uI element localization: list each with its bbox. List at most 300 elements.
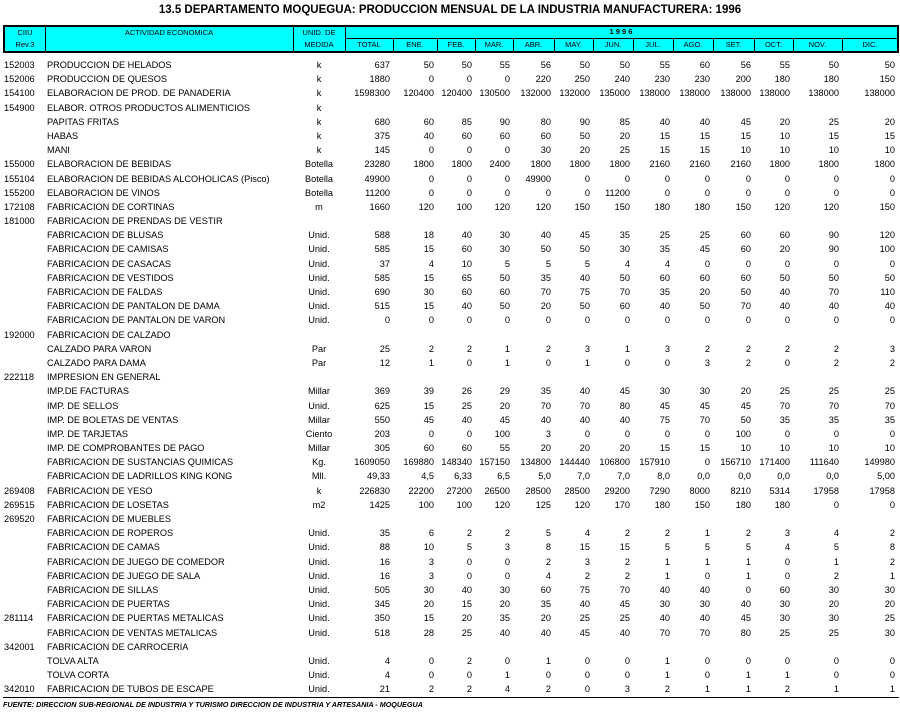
page-title: 13.5 DEPARTAMENTO MOQUEGUA: PRODUCCION MENSUAL DE LA INDUSTRIA MANUFACTURERA: 1996 <box>158 4 742 16</box>
header-ciiu-rev: Rev.3 <box>15 40 35 49</box>
value-oct: 60 <box>779 584 790 595</box>
value-may: 28500 <box>564 485 590 496</box>
value-jul: 40 <box>659 116 670 127</box>
ciiu-code: 281114 <box>4 613 34 624</box>
value-total: 505 <box>374 584 390 595</box>
header-col-ene: ENE. <box>406 40 424 49</box>
unit-of-measure: Millar <box>308 414 330 425</box>
value-abr: 28500 <box>525 485 551 496</box>
value-feb: 0 <box>466 173 472 184</box>
value-set: 138000 <box>720 88 751 99</box>
value-ago: 45 <box>699 244 710 255</box>
value-jun: 70 <box>619 287 630 297</box>
value-may: 0 <box>584 173 590 184</box>
unit-of-measure: Par <box>311 357 327 368</box>
value-ago: 70 <box>699 627 710 638</box>
value-total: 1425 <box>369 499 390 510</box>
value-ago: 15 <box>699 130 710 141</box>
value-dic: 10 <box>884 443 895 454</box>
value-jul: 60 <box>659 272 670 283</box>
value-total: 680 <box>374 116 390 127</box>
value-mar: 130500 <box>479 88 510 99</box>
value-jul: 2160 <box>649 159 670 170</box>
value-feb: 25 <box>461 400 472 411</box>
value-set: 0 <box>745 258 751 269</box>
value-mar: 3 <box>504 542 510 553</box>
value-dic: 138000 <box>864 88 895 99</box>
value-set: 1 <box>745 570 751 581</box>
value-jun: 1800 <box>609 159 630 170</box>
value-set: 10 <box>740 443 751 454</box>
value-ene: 60 <box>423 443 434 454</box>
table-header <box>3 25 899 53</box>
value-feb: 0 <box>466 570 472 581</box>
value-jun: 3 <box>624 684 630 695</box>
unit-of-measure: Unid. <box>308 655 330 666</box>
value-abr: 40 <box>540 627 551 638</box>
value-mar: 120 <box>494 499 510 510</box>
value-set: 5 <box>745 542 751 553</box>
value-abr: 20 <box>540 443 551 454</box>
value-feb: 2 <box>466 684 472 695</box>
value-oct: 180 <box>774 499 790 510</box>
value-feb: 0 <box>466 145 472 156</box>
value-ene: 15 <box>423 301 434 312</box>
value-ago: 2 <box>704 343 710 354</box>
value-ene: 30 <box>423 584 434 595</box>
activity-name: FABRICACION DE SUSTANCIAS QUIMICAS <box>47 457 234 468</box>
value-abr: 2 <box>545 556 551 567</box>
value-ago: 25 <box>699 230 710 241</box>
value-nov: 111640 <box>809 457 839 468</box>
unit-of-measure: k <box>316 74 322 85</box>
value-ene: 10 <box>423 542 434 553</box>
value-abr: 0 <box>545 357 551 368</box>
table-row <box>0 172 900 186</box>
value-total: 1598300 <box>354 88 390 99</box>
value-dic: 25 <box>884 613 895 624</box>
table-row <box>0 555 900 569</box>
value-dic: 150 <box>879 74 895 85</box>
table-row <box>0 242 900 256</box>
value-abr: 4 <box>545 570 551 581</box>
value-ago: 50 <box>699 301 710 312</box>
table-row <box>0 356 900 370</box>
value-jul: 1 <box>664 670 670 681</box>
value-ene: 0 <box>428 670 434 681</box>
table-row <box>0 526 900 540</box>
value-ago: 1 <box>704 556 710 567</box>
value-oct: 25 <box>779 627 790 638</box>
value-oct: 120 <box>774 201 790 212</box>
value-set: 56 <box>740 60 751 70</box>
unit-of-measure: m2 <box>312 499 326 510</box>
activity-name: FABRICACION DE CASACAS <box>47 258 172 269</box>
value-ago: 230 <box>694 74 710 85</box>
value-jul: 15 <box>659 145 670 156</box>
value-jun: 15 <box>619 542 630 553</box>
value-may: 0 <box>584 315 590 326</box>
ciiu-code: 154100 <box>4 88 35 99</box>
value-oct: 10 <box>779 443 790 454</box>
value-jun: 20 <box>619 130 630 141</box>
table-row <box>0 72 900 86</box>
value-ene: 120400 <box>403 88 434 99</box>
value-mar: 30 <box>499 244 510 255</box>
unit-of-measure: Unid. <box>308 528 330 539</box>
value-mar: 0 <box>504 173 510 184</box>
unit-of-measure: Unid. <box>308 230 330 241</box>
activity-name: ELABORACION DE BEBIDAS <box>47 159 172 170</box>
value-nov: 50 <box>828 60 839 70</box>
value-mar: 0 <box>504 556 510 567</box>
value-ene: 45 <box>423 414 434 425</box>
value-jul: 7290 <box>649 485 670 496</box>
unit-of-measure: Unid. <box>308 315 330 326</box>
table-row <box>0 186 900 200</box>
value-mar: 4 <box>504 684 510 695</box>
unit-of-measure: Unid. <box>308 244 330 255</box>
value-nov: 15 <box>828 130 839 141</box>
value-total: 203 <box>374 428 390 439</box>
value-total: 345 <box>374 599 390 610</box>
value-set: 60 <box>740 272 751 283</box>
activity-name: PRODUCCION DE QUESOS <box>47 74 167 85</box>
value-total: 49,33 <box>367 471 390 482</box>
ciiu-code: 192000 <box>4 329 35 340</box>
value-oct: 0 <box>784 258 790 269</box>
table-row <box>0 228 900 242</box>
value-ene: 22200 <box>408 485 434 496</box>
activity-name: FABRICACION DE PANTALON DE VARON <box>47 315 226 326</box>
value-dic: 1 <box>889 684 895 695</box>
value-may: 90 <box>579 116 590 127</box>
table-row <box>0 384 900 398</box>
value-jul: 40 <box>659 584 670 595</box>
value-jul: 0 <box>664 187 670 198</box>
unit-of-measure: Unid. <box>308 584 330 595</box>
value-ago: 2160 <box>689 159 710 170</box>
value-jul: 2 <box>664 528 670 539</box>
value-feb: 65 <box>461 272 472 283</box>
value-abr: 40 <box>540 230 551 241</box>
value-jul: 5 <box>664 542 670 553</box>
unit-of-measure: Millar <box>308 386 330 397</box>
value-nov: 138000 <box>808 88 839 99</box>
value-mar: 2 <box>504 528 510 539</box>
value-ago: 0 <box>704 173 710 184</box>
value-may: 7,0 <box>577 471 590 482</box>
value-jun: 50 <box>619 272 630 283</box>
activity-name: HABAS <box>47 130 79 141</box>
value-jul: 2 <box>664 684 670 695</box>
value-oct: 0 <box>784 428 790 439</box>
value-oct: 20 <box>779 116 790 127</box>
activity-name: IMP. DE BOLETAS DE VENTAS <box>47 414 179 425</box>
value-set: 2 <box>745 528 751 539</box>
activity-name: TOLVA ALTA <box>47 655 99 666</box>
value-may: 50 <box>579 130 590 141</box>
unit-of-measure: Kg. <box>312 457 326 468</box>
table-row <box>0 469 900 483</box>
value-total: 690 <box>374 287 390 297</box>
value-oct: 50 <box>779 272 790 283</box>
value-set: 150 <box>735 201 751 212</box>
value-feb: 0 <box>466 428 472 439</box>
value-ago: 70 <box>699 414 710 425</box>
value-mar: 0 <box>504 74 510 85</box>
value-ago: 0 <box>704 428 710 439</box>
value-ene: 3 <box>428 570 434 581</box>
unit-of-measure: Par <box>311 343 327 354</box>
value-jun: 40 <box>619 627 630 638</box>
value-total: 0 <box>384 315 390 326</box>
value-feb: 2 <box>466 343 472 354</box>
value-mar: 60 <box>499 287 510 297</box>
value-set: 2 <box>745 343 751 354</box>
value-abr: 60 <box>540 130 551 141</box>
value-dic: 10 <box>884 145 895 156</box>
activity-name: CALZADO PARA VARON <box>47 343 152 354</box>
value-ago: 40 <box>699 613 710 624</box>
value-dic: 20 <box>884 116 895 127</box>
value-jul: 1 <box>664 655 670 666</box>
activity-name: ELABOR. OTROS PRODUCTOS ALIMENTICIOS <box>47 102 251 113</box>
value-jun: 11200 <box>605 187 630 198</box>
value-ene: 1 <box>428 357 434 368</box>
value-may: 1800 <box>569 159 590 170</box>
value-may: 0 <box>584 187 590 198</box>
table-row <box>0 143 900 157</box>
value-nov: 0 <box>833 655 839 666</box>
value-total: 588 <box>374 230 390 241</box>
value-oct: 40 <box>779 301 790 312</box>
value-mar: 2400 <box>489 159 510 170</box>
value-jul: 8,0 <box>657 471 670 482</box>
activity-name: FABRICACION DE PUERTAS METALICAS <box>47 613 224 624</box>
value-abr: 35 <box>540 599 551 610</box>
value-abr: 0 <box>545 187 551 198</box>
value-mar: 0 <box>504 570 510 581</box>
table-row <box>0 200 900 214</box>
value-ago: 30 <box>699 599 710 610</box>
value-oct: 35 <box>779 414 790 425</box>
unit-of-measure: Unid. <box>308 258 330 269</box>
value-set: 156710 <box>720 457 751 468</box>
value-dic: 100 <box>879 244 895 255</box>
value-dic: 40 <box>884 301 895 312</box>
value-dic: 20 <box>884 599 895 610</box>
activity-name: FABRICACION DE SILLAS <box>47 584 159 595</box>
header-col-dic: DIC. <box>862 40 878 49</box>
value-set: 50 <box>740 287 751 297</box>
value-ago: 60 <box>699 272 710 283</box>
value-dic: 2 <box>889 528 895 539</box>
value-nov: 0 <box>833 670 839 681</box>
value-total: 88 <box>379 542 390 553</box>
value-feb: 2 <box>466 528 472 539</box>
table-row <box>0 455 900 469</box>
value-nov: 30 <box>828 613 839 624</box>
value-dic: 0 <box>889 670 895 681</box>
header-col-nov: NOV. <box>808 40 827 49</box>
unit-of-measure: Botella <box>304 173 334 184</box>
value-dic: 0 <box>889 428 895 439</box>
value-mar: 1 <box>504 357 510 368</box>
activity-name: FABRICACION DE CAMAS <box>47 542 160 553</box>
value-nov: 70 <box>828 400 839 411</box>
ciiu-code: 154900 <box>4 102 35 113</box>
value-abr: 5 <box>545 528 551 539</box>
table-row <box>0 540 900 554</box>
value-mar: 100 <box>494 428 510 439</box>
value-nov: 20 <box>828 599 839 610</box>
value-mar: 0 <box>504 315 510 326</box>
value-jun: 0 <box>624 670 630 681</box>
unit-of-measure: Botella <box>304 159 334 170</box>
value-ene: 0 <box>428 145 434 156</box>
value-dic: 2 <box>889 556 895 567</box>
value-jul: 15 <box>659 130 670 141</box>
value-set: 1 <box>745 556 751 567</box>
value-jul: 230 <box>654 74 670 85</box>
table-row <box>0 313 900 327</box>
value-total: 4 <box>384 655 390 666</box>
value-set: 100 <box>735 428 751 439</box>
value-abr: 80 <box>540 116 551 127</box>
value-total: 625 <box>374 400 390 411</box>
activity-name: FABRICACION DE CARROCERIA <box>47 641 189 652</box>
table-row <box>0 129 900 143</box>
value-set: 45 <box>740 400 751 411</box>
value-total: 25 <box>379 343 390 354</box>
value-ago: 8000 <box>689 485 710 496</box>
value-ago: 45 <box>699 400 710 411</box>
activity-name: PRODUCCION DE HELADOS <box>47 60 172 70</box>
value-jul: 35 <box>659 244 670 255</box>
value-total: 305 <box>374 443 390 454</box>
activity-name: FABRICACION DE MUEBLES <box>47 514 172 524</box>
unit-of-measure: Unid. <box>308 599 330 610</box>
value-oct: 0,0 <box>777 471 790 482</box>
value-ene: 15 <box>423 400 434 411</box>
value-set: 80 <box>740 627 751 638</box>
value-feb: 2 <box>466 655 472 666</box>
value-nov: 0 <box>833 315 839 326</box>
value-may: 75 <box>579 584 590 595</box>
activity-name: ELABORACION DE PROD. DE PANADERIA <box>47 88 231 99</box>
value-total: 21 <box>379 684 390 695</box>
unit-of-measure: Ciento <box>305 428 333 439</box>
value-dic: 1 <box>889 570 895 581</box>
value-mar: 0 <box>504 187 510 198</box>
activity-name: IMP. DE SELLOS <box>47 400 119 411</box>
activity-name: FABRICACION DE CORTINAS <box>47 201 175 212</box>
ciiu-code: 222118 <box>4 372 34 383</box>
ciiu-code: 152003 <box>4 60 35 70</box>
value-total: 16 <box>379 556 390 567</box>
value-nov: 25 <box>828 386 839 397</box>
value-oct: 0 <box>784 570 790 581</box>
value-dic: 120 <box>879 230 895 241</box>
activity-name: FABRICACION DE TUBOS DE ESCAPE <box>47 684 214 695</box>
activity-name: FABRICACION DE YESO <box>47 485 153 496</box>
value-dic: 35 <box>884 414 895 425</box>
value-abr: 35 <box>540 272 551 283</box>
ciiu-code: 269515 <box>4 499 35 510</box>
value-nov: 17958 <box>813 485 839 496</box>
value-feb: 26 <box>461 386 472 397</box>
value-set: 15 <box>740 130 751 141</box>
value-feb: 25 <box>461 627 472 638</box>
value-ago: 5 <box>704 542 710 553</box>
table-row <box>0 427 900 441</box>
value-feb: 10 <box>461 258 472 269</box>
value-jul: 40 <box>659 301 670 312</box>
value-jun: 70 <box>619 584 630 595</box>
value-oct: 4 <box>784 542 790 553</box>
table-row <box>0 86 900 100</box>
value-oct: 2 <box>784 343 790 354</box>
value-jul: 3 <box>664 343 670 354</box>
value-mar: 90 <box>499 116 510 127</box>
value-dic: 17958 <box>869 485 895 496</box>
value-ago: 15 <box>699 443 710 454</box>
header-ciiu: CIIU <box>17 28 33 37</box>
value-mar: 6,5 <box>497 471 510 482</box>
value-jul: 25 <box>659 230 670 241</box>
value-abr: 56 <box>540 60 551 70</box>
activity-name: CALZADO PARA DAMA <box>47 357 146 368</box>
activity-name: FABRICACION DE CALZADO <box>47 329 171 340</box>
ciiu-code: 155200 <box>4 187 35 198</box>
value-abr: 20 <box>540 301 551 312</box>
value-set: 0,0 <box>738 471 751 482</box>
value-mar: 20 <box>499 599 510 610</box>
value-nov: 1 <box>833 684 839 695</box>
unit-of-measure: Unid. <box>308 301 330 312</box>
header-col-jun: JUN. <box>604 40 622 49</box>
value-oct: 0 <box>784 315 790 326</box>
value-may: 132000 <box>559 88 590 99</box>
value-nov: 180 <box>823 74 839 85</box>
value-abr: 49900 <box>525 173 551 184</box>
value-nov: 0,0 <box>826 471 839 482</box>
value-oct: 25 <box>779 386 790 397</box>
value-ene: 15 <box>423 272 434 283</box>
value-ene: 0 <box>428 315 434 326</box>
value-oct: 1 <box>784 670 790 681</box>
table-row <box>0 597 900 611</box>
value-oct: 180 <box>774 74 790 85</box>
value-mar: 40 <box>499 627 510 638</box>
value-dic: 1800 <box>874 159 895 170</box>
value-mar: 0 <box>504 145 510 156</box>
value-ene: 4 <box>428 258 434 269</box>
value-may: 50 <box>579 60 590 70</box>
unit-of-measure: Unid. <box>308 287 330 297</box>
unit-of-measure: Unid. <box>308 272 330 283</box>
value-may: 20 <box>579 145 590 156</box>
value-total: 35 <box>379 528 390 539</box>
value-set: 1 <box>745 670 751 681</box>
value-total: 226830 <box>359 485 390 496</box>
value-dic: 110 <box>880 287 895 297</box>
value-feb: 0 <box>466 315 472 326</box>
value-mar: 20 <box>499 400 510 411</box>
value-oct: 171400 <box>759 457 790 468</box>
value-total: 550 <box>374 414 390 425</box>
